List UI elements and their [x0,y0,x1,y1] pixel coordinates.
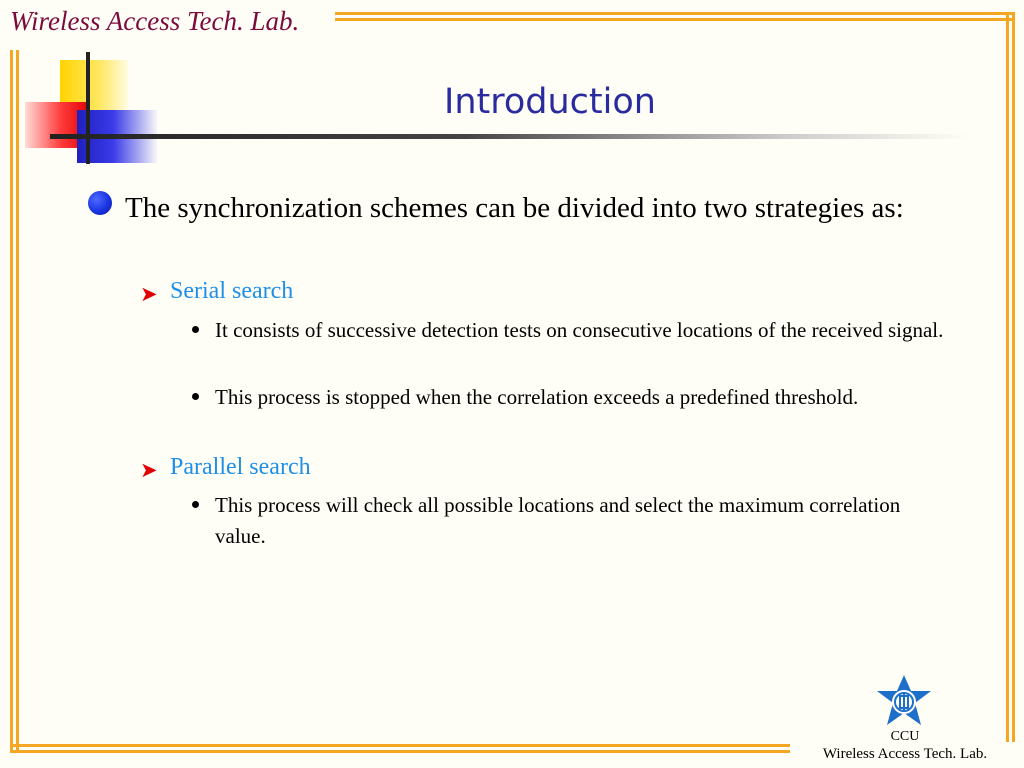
dot-bullet-icon [192,393,199,400]
subheading-serial-search: Serial search [170,278,294,304]
frame-left-border [10,50,19,753]
bullet-circle-icon [88,191,112,215]
footer-org: CCU [890,729,920,744]
footer-lab-name: Wireless Access Tech. Lab. [822,746,988,762]
parallel-point-1: This process will check all possible locations and select the maximum correlation value. [215,493,901,548]
serial-point-2: This process is stopped when the correlation exceeds a predefined threshold. [215,385,859,409]
title-underline [50,134,970,139]
bullet-level1-text: The synchronization schemes can be divided into two strategies as: [125,192,904,224]
dot-bullet-icon [192,326,199,333]
frame-top-border [335,12,1015,21]
dot-bullet-icon [192,501,199,508]
serial-point-1: It consists of successive detection tests on consecutive locations of the received signal. [215,318,944,342]
arrow-bullet-icon: ➤ [140,458,158,482]
arrow-bullet-icon: ➤ [140,282,158,306]
ccu-emblem-icon [873,673,935,736]
subheading-parallel-search: Parallel search [170,454,311,480]
header-lab-name: Wireless Access Tech. Lab. [10,6,300,36]
frame-bottom-border [10,744,790,753]
slide-title: Introduction [444,82,656,122]
